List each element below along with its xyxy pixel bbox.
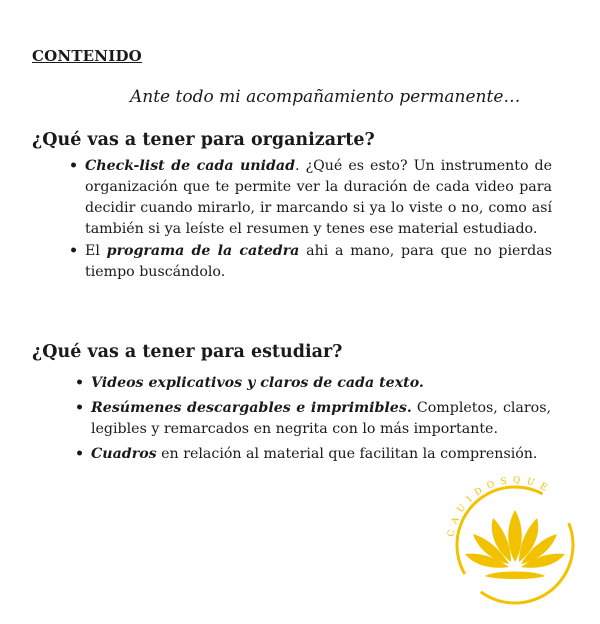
logo-ring-text: CAUIDOSQUE <box>446 475 554 538</box>
section-organize-title: ¿Qué vas a tener para organizarte? <box>32 130 375 150</box>
page-subtitle: Ante todo mi acompañamiento permanente… <box>130 87 521 107</box>
item-emphasis: Resúmenes descargables e imprimibles. <box>91 400 412 416</box>
item-emphasis: Cuadros <box>91 446 157 462</box>
item-text: en relación al material que facilitan la comprensión. <box>156 446 538 462</box>
item-emphasis: Check-list de cada unidad <box>85 158 296 174</box>
item-emphasis: Videos explicativos y claros de cada texto. <box>91 375 424 391</box>
lotus-icon <box>440 470 590 620</box>
item-emphasis: programa de la catedra <box>106 243 300 259</box>
item-text: Completos, claros, legibles y remarcados en negrita con lo más importante. <box>91 400 552 437</box>
list-item <box>73 444 551 465</box>
item-prefix: El <box>85 243 107 259</box>
list-item <box>73 398 551 440</box>
organize-list <box>67 156 552 284</box>
item-text: . ¿Qué es esto? Un instrumento de organización que te permite ver la duración de cada video para decidir cuando mirarlo, ir marcando si ya lo viste o no, como así también si ya leíste el resumen y tenes ese material estudiado. <box>85 158 553 237</box>
section-study-title: ¿Qué vas a tener para estudiar? <box>32 342 343 362</box>
study-list <box>73 373 551 469</box>
list-item <box>67 156 552 240</box>
list-item <box>73 373 551 394</box>
page-title: CONTENIDO <box>32 47 142 65</box>
list-item <box>67 241 552 283</box>
item-text: ahi a mano, para que no pierdas tiempo buscándolo. <box>85 243 553 280</box>
brand-logo <box>440 470 590 600</box>
